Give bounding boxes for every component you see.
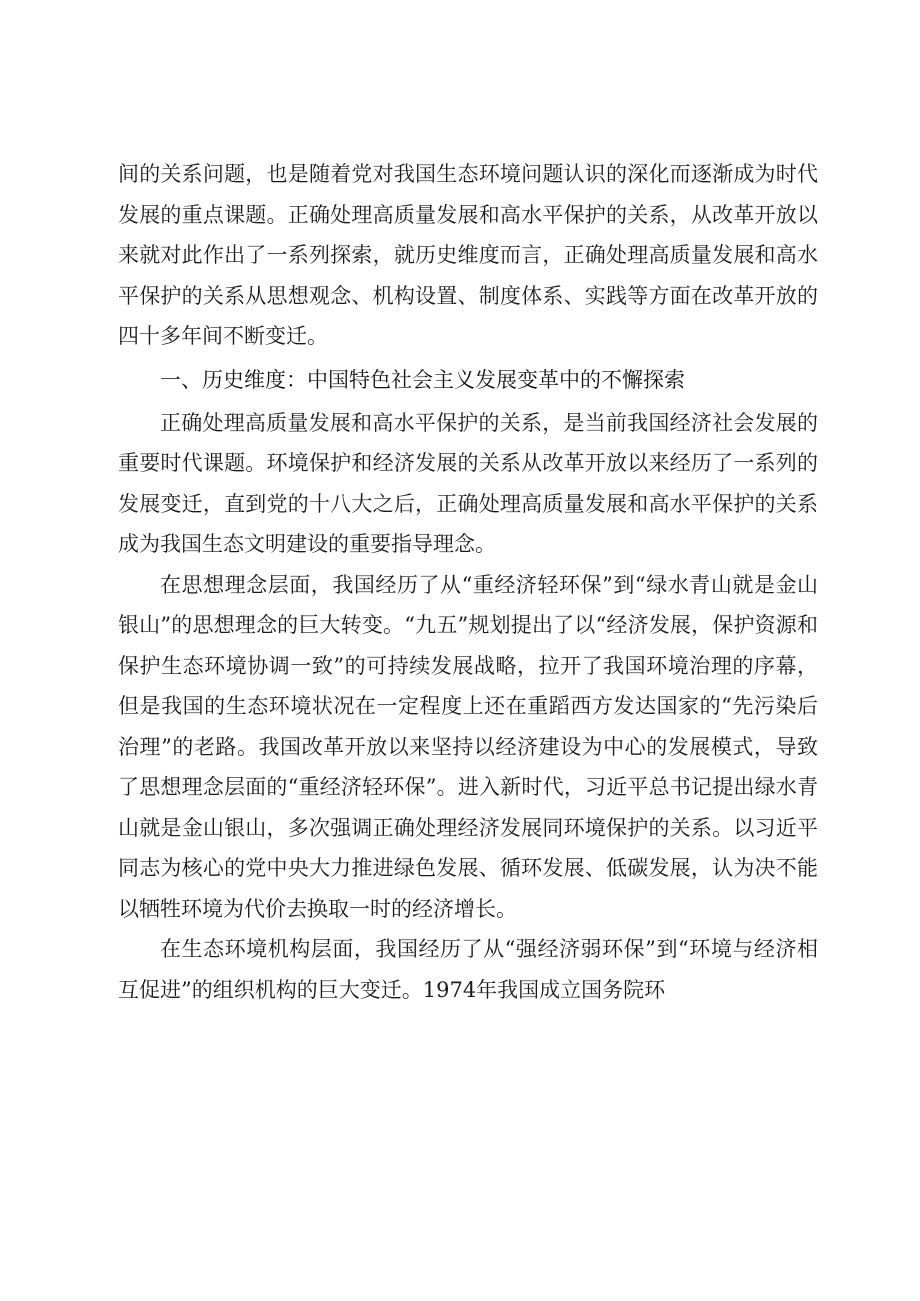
section-heading: 一、历史维度：中国特色社会主义发展变革中的不懈探索 <box>160 367 685 392</box>
document-body <box>118 154 818 1010</box>
paragraph-ideology: 在思想理念层面，我国经历了从“重经济轻环保”到“绿水青山就是金山银山”的思想理念的巨大转变。“九五”规划提出了以“经济发展，保护资源和保护生态环境协调一致”的可持续发展战略，拉开了我国环境治理的序幕，但是我国的生态环境状况在一定程度上还在重蹈西方发达国家的“先污染后治理”的老路。我国改革开放以来坚持以经济建设为中心的发展模式，导致了思想理念层面的“重经济轻环保”。进入新时代，习近平总书记提出绿水青山就是金山银山，多次强调正确处理经济发展同环境保护的关系。以习近平同志为核心的党中央大力推进绿色发展、循环发展、低碳发展，认为决不能以牺牲环境为代价去换取一时的经济增长。 <box>118 572 818 921</box>
paragraph-continuation: 间的关系问题，也是随着党对我国生态环境问题认识的深化而逐渐成为时代发展的重点课题。正确处理高质量发展和高水平保护的关系，从改革开放以来就对此作出了一系列探索，就历史维度而言，正确处理高质量发展和高水平保护的关系从思想观念、机构设置、制度体系、实践等方面在改革开放的四十多年间不断变迁。 <box>118 162 818 348</box>
paragraph-institutions: 在生态环境机构层面，我国经历了从“强经济弱环保”到“环境与经济相互促进”的组织机构的巨大变迁。1974年我国成立国务院环 <box>118 937 818 1002</box>
paragraph-intro: 正确处理高质量发展和高水平保护的关系，是当前我国经济社会发展的重要时代课题。环境保护和经济发展的关系从改革开放以来经历了一系列的发展变迁，直到党的十八大之后，正确处理高质量发展和高水平保护的关系成为我国生态文明建设的重要指导理念。 <box>118 410 818 556</box>
